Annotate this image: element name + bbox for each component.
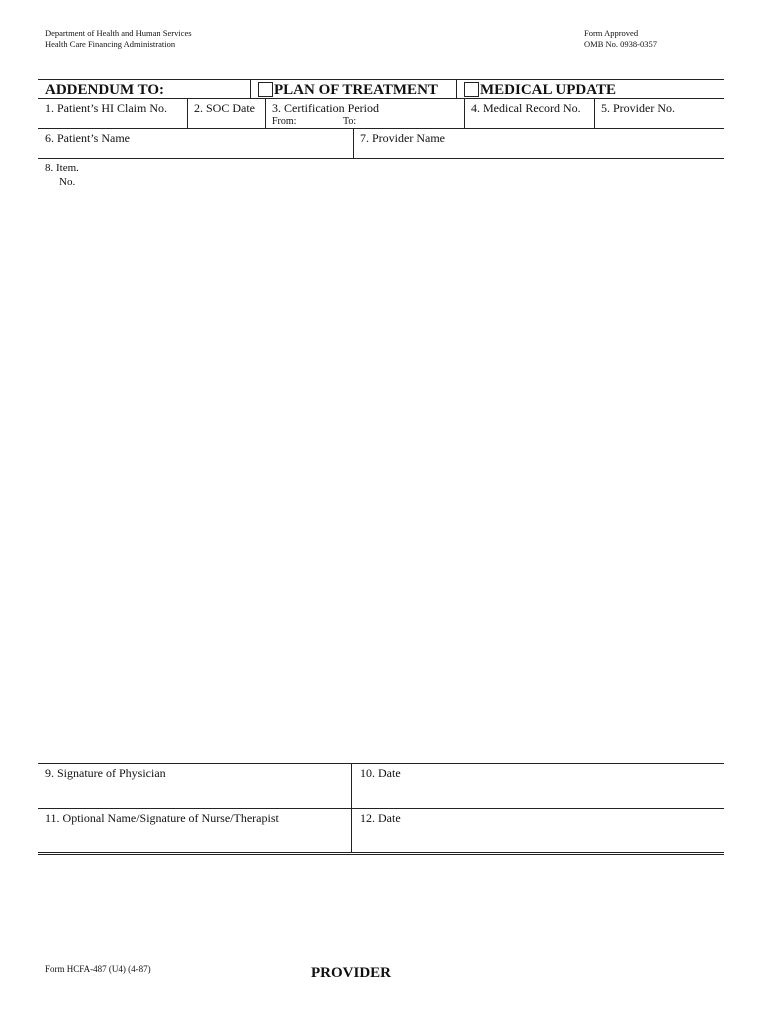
nurse-signature-field[interactable]: 11. Optional Name/Signature of Nurse/Therapist bbox=[45, 811, 279, 825]
signature-top-rule bbox=[38, 763, 724, 764]
medical-update-checkbox[interactable] bbox=[464, 82, 479, 97]
certification-from-label: From: bbox=[272, 116, 297, 127]
medical-record-field[interactable]: 4. Medical Record No. bbox=[471, 101, 581, 115]
medical-update-label: MEDICAL UPDATE bbox=[480, 82, 616, 98]
id-divider-4 bbox=[594, 98, 595, 128]
certification-to-label: To: bbox=[343, 116, 357, 127]
item-label-line-2: No. bbox=[59, 176, 76, 188]
provider-name-field[interactable]: 7. Provider Name bbox=[360, 131, 445, 145]
id-divider-2 bbox=[265, 98, 266, 128]
copy-label: PROVIDER bbox=[311, 965, 392, 981]
id-row-rule bbox=[38, 128, 724, 129]
physician-signature-field[interactable]: 9. Signature of Physician bbox=[45, 766, 166, 780]
title-divider-1 bbox=[250, 79, 251, 98]
form-number: Form HCFA-487 (U4) (4-87) bbox=[45, 964, 151, 974]
hi-claim-field[interactable]: 1. Patient’s HI Claim No. bbox=[45, 101, 167, 115]
addendum-label: ADDENDUM TO: bbox=[45, 82, 165, 98]
approval-header bbox=[584, 28, 657, 50]
physician-date-field[interactable]: 10. Date bbox=[360, 766, 401, 780]
provider-number-field[interactable]: 5. Provider No. bbox=[601, 101, 675, 115]
signature-bottom-rule bbox=[38, 852, 724, 855]
nurse-date-field[interactable]: 12. Date bbox=[360, 811, 401, 825]
title-divider-2 bbox=[456, 79, 457, 98]
approval-line-1: Form Approved bbox=[584, 28, 639, 38]
signature-divider bbox=[351, 763, 352, 853]
item-entry-area[interactable] bbox=[38, 160, 724, 763]
name-divider bbox=[353, 128, 354, 158]
plan-of-treatment-checkbox[interactable] bbox=[258, 82, 273, 97]
item-label-line-1: 8. Item. bbox=[45, 162, 79, 174]
form-top-rule bbox=[38, 79, 724, 80]
soc-date-field[interactable]: 2. SOC Date bbox=[194, 101, 255, 115]
name-row-rule bbox=[38, 158, 724, 159]
plan-of-treatment-label: PLAN OF TREATMENT bbox=[274, 82, 438, 98]
agency-line-2: Health Care Financing Administration bbox=[45, 39, 176, 49]
approval-line-2: OMB No. 0938-0357 bbox=[584, 39, 657, 49]
signature-middle-rule bbox=[38, 808, 724, 809]
id-divider-1 bbox=[187, 98, 188, 128]
id-divider-3 bbox=[464, 98, 465, 128]
agency-header bbox=[45, 28, 192, 50]
certification-period-field[interactable]: 3. Certification Period bbox=[272, 101, 379, 115]
patient-name-field[interactable]: 6. Patient’s Name bbox=[45, 131, 130, 145]
agency-line-1: Department of Health and Human Services bbox=[45, 28, 192, 38]
